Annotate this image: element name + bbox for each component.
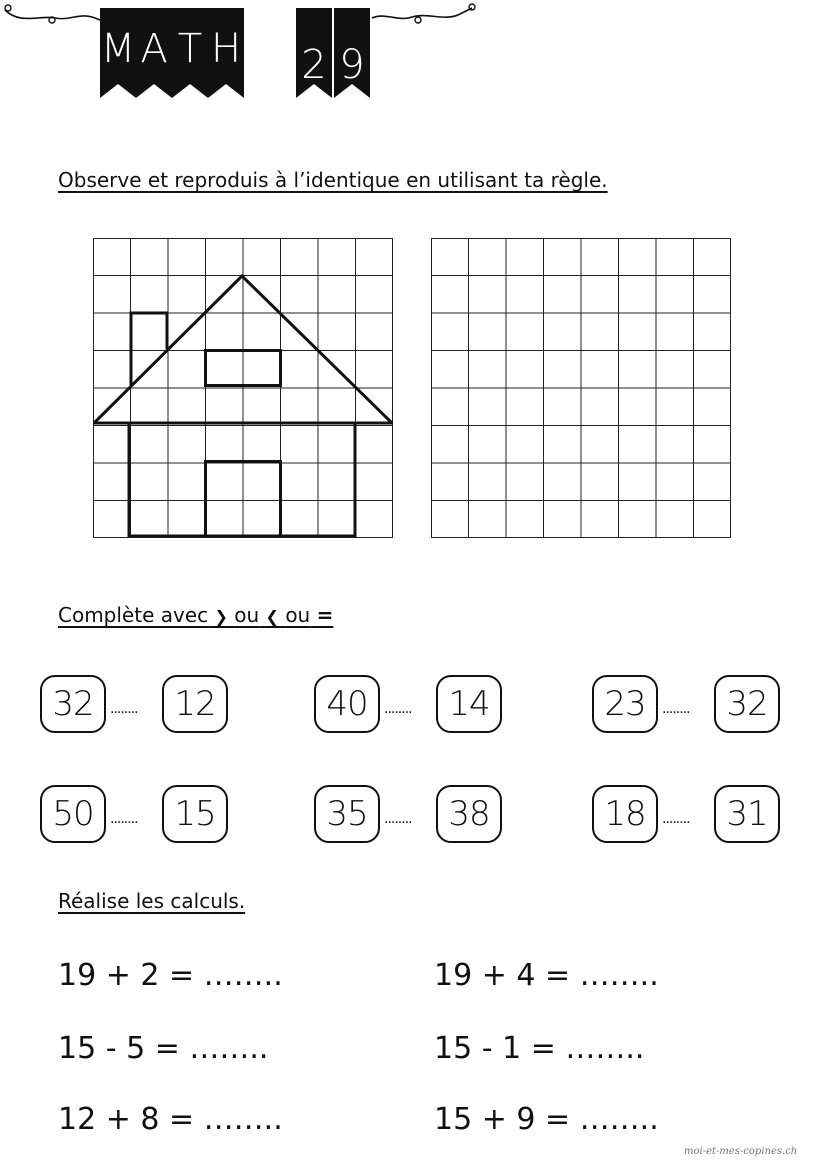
house-walls xyxy=(129,423,355,536)
or-word-2: ou xyxy=(285,603,311,627)
number-badge-right: 14 xyxy=(436,675,502,733)
instruction-compare-text: Complète avec xyxy=(58,603,209,627)
instruction-compare xyxy=(58,603,333,627)
number-badge-left: 50 xyxy=(40,785,106,843)
calculation-5[interactable]: 12 + 8 = …….. xyxy=(58,1102,283,1137)
equal-symbol: = xyxy=(316,603,334,627)
banner-string-left-curl xyxy=(5,5,11,11)
less-than-symbol: ❮ xyxy=(265,607,279,626)
calculation-3[interactable]: 15 - 5 = …….. xyxy=(58,1031,269,1066)
number-badge-right: 12 xyxy=(162,675,228,733)
house-chimney xyxy=(131,313,167,385)
number-badge-left: 35 xyxy=(314,785,380,843)
title-banner xyxy=(0,0,480,110)
banner-letter: A xyxy=(140,26,168,72)
answer-blank[interactable]: ........ xyxy=(662,701,690,717)
banner-string-left xyxy=(5,10,100,20)
banner-letter: 2 xyxy=(301,42,327,88)
or-word-1: ou xyxy=(234,603,260,627)
instruction-reproduce: Observe et reproduis à l’identique en utilisant ta règle. xyxy=(58,168,608,192)
number-badge-right: 15 xyxy=(162,785,228,843)
answer-blank[interactable]: ........ xyxy=(110,811,138,827)
calculation-1[interactable]: 19 + 2 = …….. xyxy=(58,958,283,993)
banner-letter: 9 xyxy=(339,42,365,88)
banner-string-right-curl xyxy=(469,4,475,10)
number-badge-right: 38 xyxy=(436,785,502,843)
comparison-3 xyxy=(592,675,816,733)
greater-than-symbol: ❯ xyxy=(214,607,228,626)
banner-string-right-bead xyxy=(415,17,421,23)
answer-blank[interactable]: ........ xyxy=(384,701,412,717)
banner-letter: H xyxy=(210,26,242,72)
banner-string-right xyxy=(372,8,472,18)
number-badge-right: 32 xyxy=(714,675,780,733)
empty-grid[interactable] xyxy=(431,238,731,538)
model-grid xyxy=(93,238,393,538)
comparison-2 xyxy=(314,675,564,733)
footer-credit: moi-et-mes-copines.ch xyxy=(684,1146,798,1157)
answer-blank[interactable]: ........ xyxy=(384,811,412,827)
calculation-6[interactable]: 15 + 9 = …….. xyxy=(434,1102,659,1137)
number-badge-left: 23 xyxy=(592,675,658,733)
answer-blank[interactable]: ........ xyxy=(110,701,138,717)
instruction-calculate: Réalise les calculs. xyxy=(58,889,246,913)
calculation-2[interactable]: 19 + 4 = …….. xyxy=(434,958,659,993)
comparison-4 xyxy=(40,785,290,843)
calculation-4[interactable]: 15 - 1 = …….. xyxy=(434,1031,645,1066)
number-badge-left: 40 xyxy=(314,675,380,733)
number-badge-left: 18 xyxy=(592,785,658,843)
banner-letter: T xyxy=(177,26,203,72)
number-badge-right: 31 xyxy=(714,785,780,843)
number-badge-left: 32 xyxy=(40,675,106,733)
answer-blank[interactable]: ........ xyxy=(662,811,690,827)
comparison-6 xyxy=(592,785,816,843)
banner-letter: M xyxy=(100,26,136,72)
comparison-5 xyxy=(314,785,564,843)
comparison-1 xyxy=(40,675,290,733)
